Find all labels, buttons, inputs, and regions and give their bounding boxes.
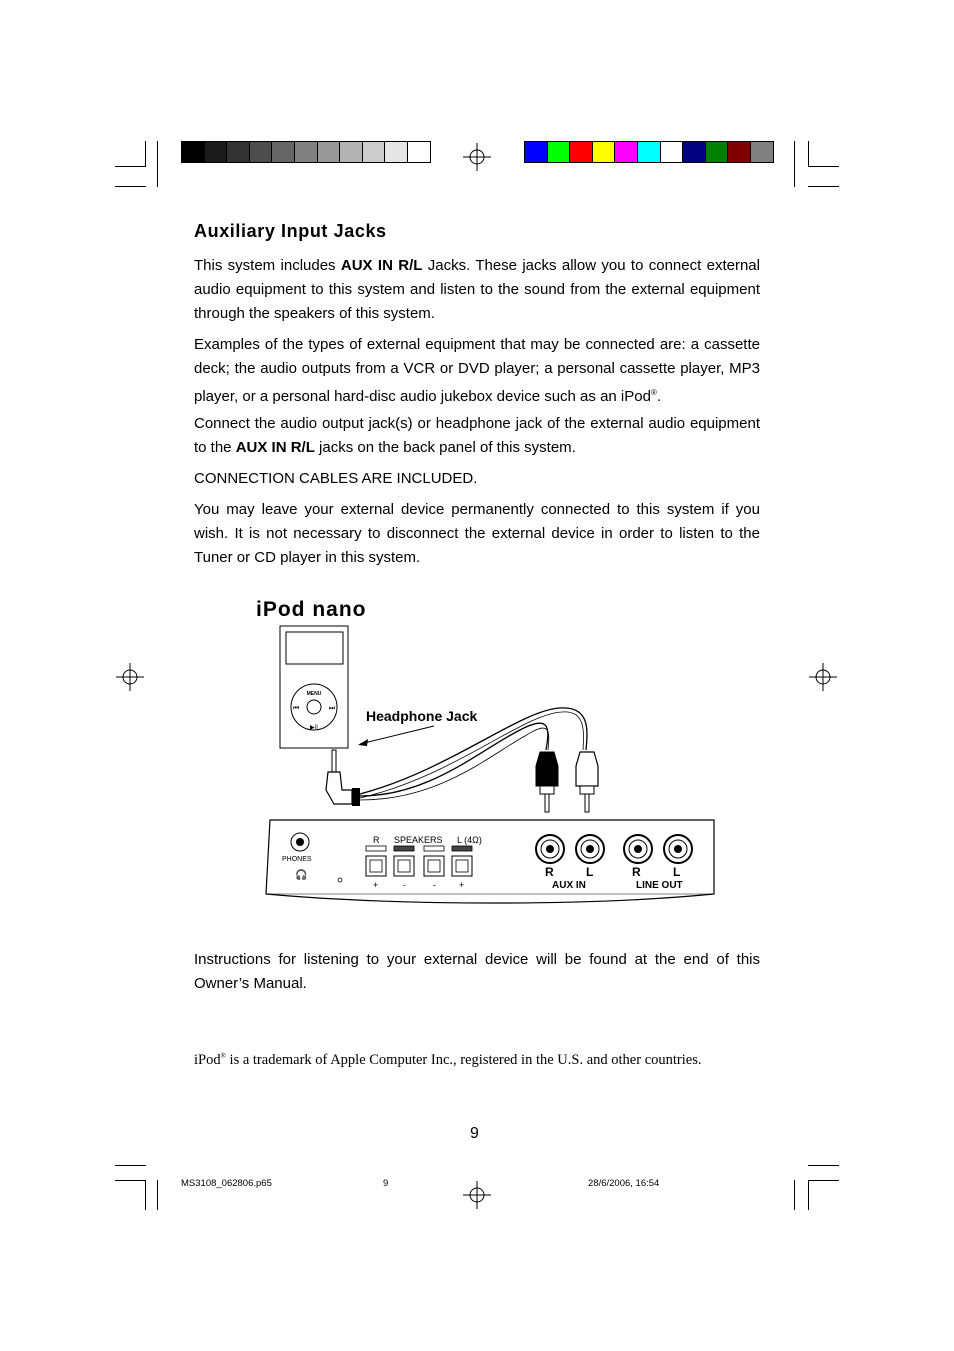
rca-plug-white-pin <box>585 794 589 812</box>
aux-r-label: R <box>545 865 554 879</box>
calibration-swatch <box>569 141 593 163</box>
line-l-label: L <box>673 865 681 879</box>
paragraph-permanent: You may leave your external device permanently connected to this system if you wish. It is not necessary to disconnect the external device in order to listen to the Tuner or CD player in this system. <box>194 501 760 566</box>
calibration-swatch <box>637 141 661 163</box>
crop-mark <box>808 1180 839 1181</box>
aux-l-label: L <box>586 865 594 879</box>
text: . <box>656 388 662 405</box>
paragraph-cables: CONNECTION CABLES ARE INCLUDED. <box>194 470 478 487</box>
registered-mark: ® <box>220 1052 226 1061</box>
crop-mark <box>157 141 158 187</box>
paragraph-closing: Instructions for listening to your external device will be found at the end of this Owner’s Manual. <box>194 951 760 992</box>
menu-label: MENU <box>306 691 322 697</box>
calibration-swatch <box>339 141 363 163</box>
crop-mark <box>808 1165 839 1166</box>
crop-mark <box>157 1180 158 1210</box>
crop-mark <box>115 1180 146 1181</box>
trademark-notice <box>194 1052 701 1069</box>
crop-mark <box>808 1180 809 1210</box>
ipod-screen <box>286 632 343 664</box>
registration-target-icon <box>462 1180 492 1210</box>
calibration-swatch <box>226 141 250 163</box>
center-button <box>307 700 321 714</box>
registered-mark: ® <box>650 388 657 397</box>
calibration-swatch <box>362 141 386 163</box>
play-pause-icon: ▶II <box>310 725 318 731</box>
text: This system includes <box>194 257 341 274</box>
registration-target-icon <box>462 142 492 172</box>
device-title: iPod nano <box>256 598 367 621</box>
line-r-label: R <box>632 865 641 879</box>
crop-mark <box>115 186 146 187</box>
calibration-swatch <box>547 141 571 163</box>
calibration-swatch <box>592 141 616 163</box>
footer-date: 28/6/2006, 16:54 <box>588 1178 660 1189</box>
speakers-label: SPEAKERS <box>394 835 443 845</box>
headphones-icon: 🎧 <box>295 870 308 881</box>
mini-plug-tip <box>332 750 336 772</box>
terminal-sign: - <box>433 880 436 890</box>
text: jacks on the back panel of this system. <box>314 439 576 456</box>
section-title: Auxiliary Input Jacks <box>194 221 387 241</box>
crop-mark <box>145 1180 146 1210</box>
paragraph-examples <box>194 333 760 409</box>
aux-in-label: AUX IN R/L <box>235 439 315 456</box>
crop-mark <box>145 141 146 167</box>
crop-mark <box>115 166 146 167</box>
rca-plug-white <box>576 752 598 786</box>
terminal-sign: + <box>459 880 465 890</box>
aux-in-label: AUX IN R/L <box>340 257 423 274</box>
footer-filename: MS3108_062806.p65 <box>181 1178 272 1189</box>
terminal-sign: - <box>403 880 406 890</box>
calibration-swatch <box>614 141 638 163</box>
crop-mark <box>115 1165 146 1166</box>
registration-target-icon <box>115 662 145 692</box>
rca-plug-white-collar <box>580 786 594 794</box>
calibration-swatch <box>705 141 729 163</box>
calibration-swatch <box>384 141 408 163</box>
calibration-swatch <box>750 141 774 163</box>
phones-label: PHONES <box>282 856 312 863</box>
crop-mark <box>808 166 839 167</box>
calibration-swatch <box>294 141 318 163</box>
pointer-arrow <box>360 726 434 744</box>
paragraph-connect <box>194 412 760 460</box>
crop-mark <box>808 141 809 167</box>
terminal-sign: + <box>373 880 379 890</box>
mini-plug-boot <box>352 788 360 806</box>
calibration-swatch <box>204 141 228 163</box>
calibration-swatch <box>682 141 706 163</box>
mini-plug-body <box>326 772 352 804</box>
footer-page: 9 <box>383 1178 389 1189</box>
headphone-jack-label: Headphone Jack <box>366 708 478 724</box>
cable-left-inner <box>360 728 549 800</box>
crop-mark <box>808 186 839 187</box>
next-icon: ⏭ <box>328 705 336 712</box>
previous-icon: ⏮ <box>292 705 300 712</box>
calibration-swatch <box>660 141 684 163</box>
calibration-swatch <box>407 141 431 163</box>
rca-plug-black-collar <box>540 786 554 794</box>
aux-in-panel-label: AUX IN <box>552 880 586 891</box>
registration-target-icon <box>808 662 838 692</box>
speakers-l-label: L (4Ω) <box>457 835 482 845</box>
speakers-r-label: R <box>373 835 380 845</box>
text: Examples of the types of external equipment that may be connected are: a cassette deck; the audio outputs from a VCR or DVD player; a personal cassette player, MP3 player, or a personal hard-disc audio jukebox device such as an iPod <box>194 336 760 405</box>
text: iPod <box>194 1052 221 1068</box>
page-number: 9 <box>470 1125 479 1142</box>
connection-diagram <box>250 590 720 910</box>
crop-mark <box>794 141 795 187</box>
rca-plug-black-pin <box>545 794 549 812</box>
line-out-panel-label: LINE OUT <box>636 880 683 891</box>
paragraph-intro <box>194 254 760 326</box>
text: Connect the audio output jack(s) or headphone jack of the external audio equipment to the <box>194 415 760 456</box>
calibration-swatch <box>249 141 273 163</box>
text: is a trademark of Apple Computer Inc., registered in the U.S. and other countries. <box>225 1052 702 1068</box>
calibration-swatch <box>524 141 548 163</box>
calibration-swatch <box>271 141 295 163</box>
calibration-swatch <box>727 141 751 163</box>
calibration-swatch <box>181 141 205 163</box>
calibration-swatch <box>317 141 341 163</box>
crop-mark <box>794 1180 795 1210</box>
arrow-head-icon <box>358 739 368 746</box>
rca-plug-black <box>536 752 558 786</box>
text: Jacks. These jacks allow you to connect external audio equipment to this system and listen to the sound from the external equipment through the speakers of this system. <box>194 257 760 322</box>
